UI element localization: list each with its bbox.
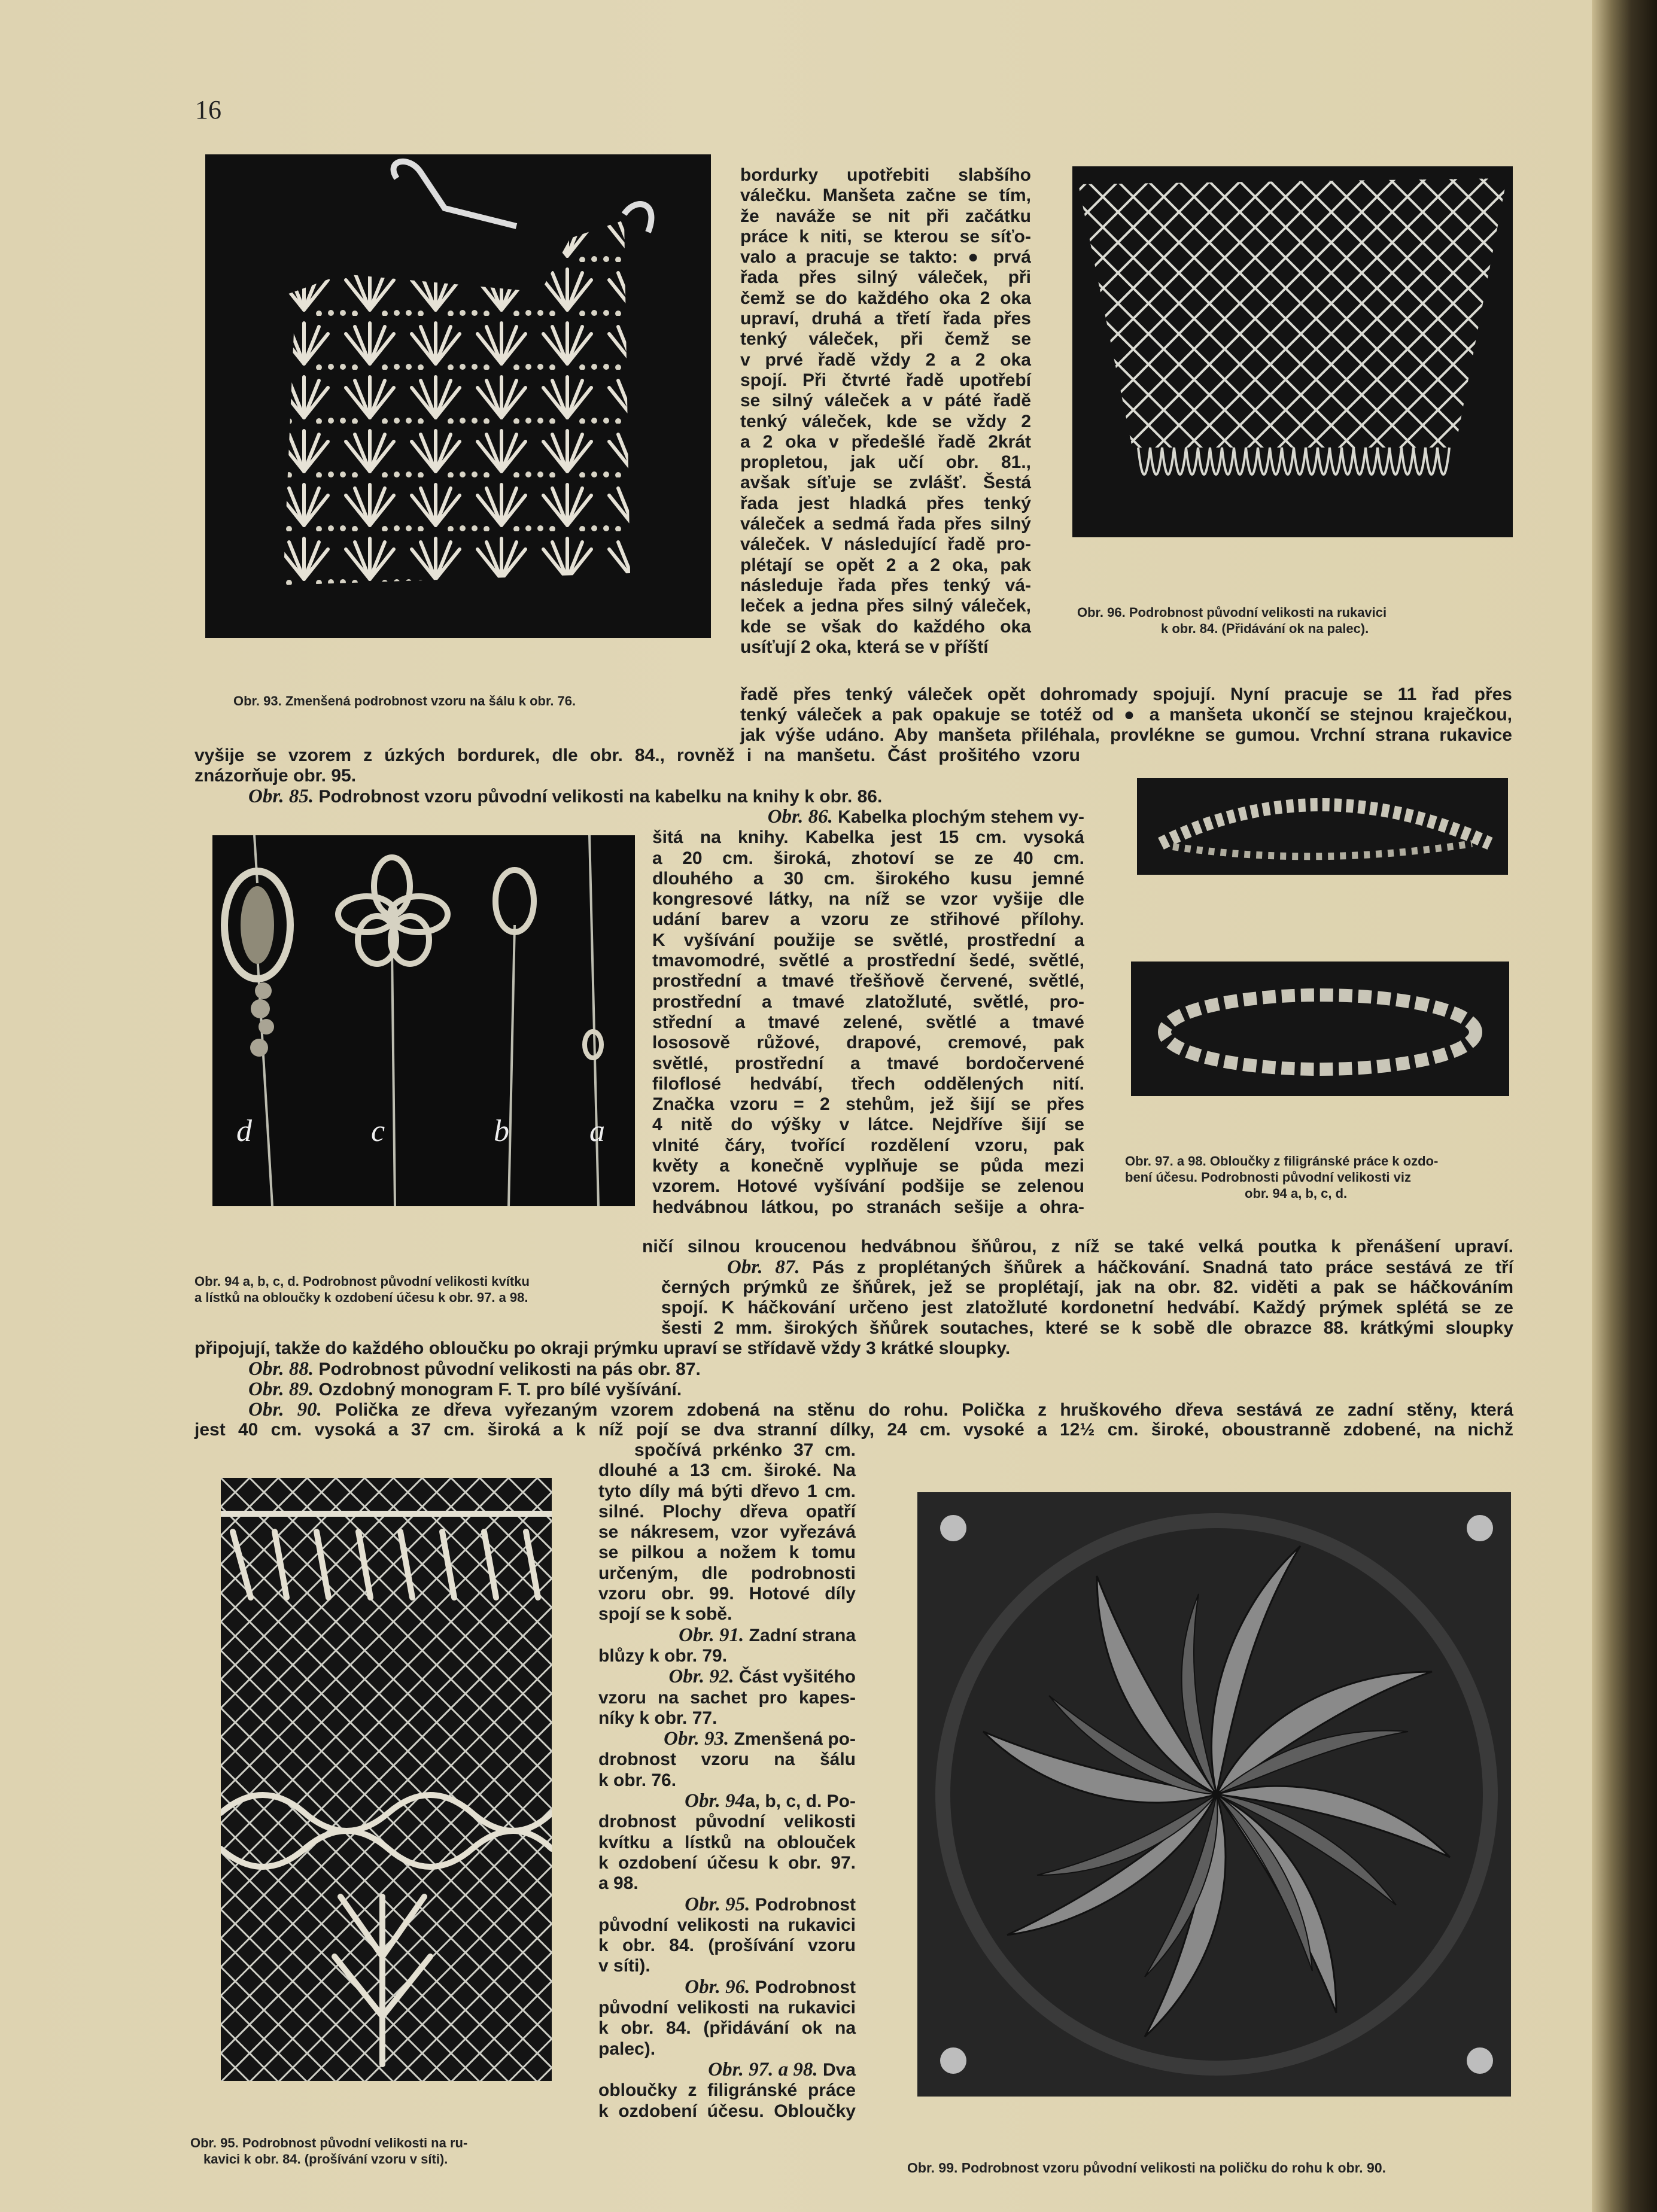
figure-99-caption: Obr. 99. Podrobnost vzoru původní velikosti na poličku do rohu k obr. 90.: [907, 2160, 1387, 2176]
text-line: K vyšívání použije se světlé, prostřední a: [652, 930, 1084, 950]
obr87-label: Obr. 87.: [727, 1256, 800, 1278]
text-line: světlé, prostřední a tmavé bordočervené: [652, 1053, 1084, 1073]
text-line: jest 40 cm. vysoká a 37 cm. široká a k níž pojí se dva stranní dílky, 24 cm. vysoké a 12½ cm. široké, oboustranně zdobené, na nichž: [194, 1420, 1513, 1440]
text-line: valo a pracuje se takto: ● prvá: [740, 247, 1031, 267]
filigree-flowers-image: [212, 835, 635, 1206]
figure-94-label-d: d: [236, 1114, 252, 1148]
text-line: leček a jedna přes silný váleček,: [740, 596, 1031, 616]
ref-92-label: Obr. 92.: [668, 1666, 734, 1688]
text-line: [652, 807, 1084, 827]
obr88-label: Obr. 88.: [248, 1358, 314, 1380]
figure-94-photo: [212, 835, 635, 1206]
text-line: jak výše udáno. Aby manšeta přiléhala, provlékne se gumou. Vrchní strana rukavice: [740, 725, 1512, 745]
obr87-first-line: [727, 1257, 1513, 1278]
text-line: spojí. K háčkování určeno jest zlatožluté kordonetní hedvábí. Každý prýmek splétá se ze: [661, 1298, 1513, 1318]
text-line: obloučky z filigránské práce: [598, 2080, 856, 2101]
text-line: připojují, takže do každého obloučku po okraji prýmku upraví se střídavě vždy 3 krátké sloupky.: [194, 1338, 1011, 1358]
obr90-first: Polička ze dřeva vyřezaným vzorem zdobená na stěnu do rohu. Polička z hruškového dřeva sestává ze zadní stěny, která: [335, 1400, 1514, 1420]
figure-96-caption-line2: k obr. 84. (Přidávání ok na palec).: [1161, 621, 1369, 636]
figure-97-98-caption-line1: Obr. 97. a 98. Obloučky z filigránské práce k ozdo-: [1125, 1154, 1439, 1169]
text-line: se pilkou a nožem k tomu: [598, 1542, 856, 1563]
text-line: vlnité čáry, tvořící rozdělení vzoru, pak: [652, 1135, 1084, 1155]
text-line: střední a tmavé zelené, světlé a tmavé: [652, 1012, 1084, 1032]
ref-97-98-line: Dva: [822, 2059, 856, 2080]
text-line: tenký váleček a pak opakuje se totéž od ● a manšeta ukončí se stejnou kraječkou,: [740, 705, 1512, 725]
ref-93: [598, 1729, 856, 1749]
glove-netting-image: [221, 1478, 552, 2081]
text-line: kongresové látky, na níž se vzor vyšije dle: [652, 889, 1084, 909]
text-line: ničí silnou kroucenou hedvábnou šňůrou, z níž se také velká poutka k přenášení upraví.: [642, 1237, 1513, 1256]
ref-97-98: [598, 2059, 856, 2080]
figure-98-photo: [1131, 962, 1509, 1096]
text-line: že naváže se nit při začátku: [740, 206, 1031, 226]
figure-95-photo: [221, 1478, 552, 2081]
column-text-1: [740, 165, 1031, 658]
figure-96-photo: [1072, 166, 1513, 537]
ref-96-line: Podrobnost: [755, 1977, 856, 1997]
text-line: drobnost vzoru na šálu: [598, 1749, 856, 1770]
ref-92: [598, 1666, 856, 1687]
figure-93-caption: Obr. 93. Zmenšená podrobnost vzoru na šálu k obr. 76.: [233, 693, 576, 708]
ref-91-label: Obr. 91.: [679, 1624, 744, 1646]
text-line: a 98.: [598, 1873, 639, 1894]
text-line: Značka vzoru = 2 stehům, jež šijí se přes: [652, 1094, 1084, 1115]
netting-image: [1072, 166, 1513, 537]
text-line: práce k niti, se kterou se síťo-: [740, 226, 1031, 247]
text-line: znázorňuje obr. 95.: [194, 766, 357, 786]
text-line: palec).: [598, 2038, 656, 2059]
text-line: se silný váleček a v páté řadě: [740, 391, 1031, 411]
text-line: propletou, jak učí obr. 81.,: [740, 452, 1031, 473]
ref-94-label: Obr. 94: [685, 1790, 745, 1812]
text-line: udání barev a vzoru ze střihové přílohy.: [652, 909, 1084, 930]
ref-94: [598, 1791, 856, 1812]
crochet-pattern-image: [205, 154, 711, 638]
text-line: tmavomodré, světlé a prostřední šedé, světlé,: [652, 951, 1084, 971]
obr87-first: Pás z proplétaných šňůrek a háčkování. Snadná tato práce sestává ze tří: [812, 1258, 1513, 1277]
text-line: lososově růžové, drapové, cremové, pak: [652, 1033, 1084, 1053]
ref-96-label: Obr. 96.: [685, 1976, 750, 1998]
obr89-text: Ozdobný monogram F. T. pro bílé vyšívání.: [318, 1380, 682, 1399]
ref-97-98-label: Obr. 97. a 98.: [708, 2058, 818, 2080]
text-line: následuje řada přes tenký vá-: [740, 575, 1031, 595]
ref-96: [598, 1977, 856, 1998]
ref-91-line: Zadní strana: [749, 1625, 856, 1645]
text-line: k ozdobení účesu. Obloučky: [598, 2101, 856, 2121]
figure-94-label-c: c: [371, 1114, 385, 1148]
text-line: níky k obr. 77.: [598, 1708, 717, 1728]
text-line: černých prýmků ze šňůrek, jež se proplétají, jak na obr. 82. viděti a pak se háčkováním: [661, 1277, 1513, 1297]
obr89-paragraph: [248, 1379, 682, 1400]
text-line: tenký váleček, kde se vždy 2: [740, 411, 1031, 431]
hair-ornament-98-image: [1131, 962, 1509, 1096]
figure-97-photo: [1137, 778, 1508, 875]
ref-95-line: Podrobnost: [755, 1894, 856, 1915]
text-line: blůzy k obr. 79.: [598, 1645, 728, 1666]
obr90-first-line: [248, 1399, 1513, 1420]
text-line: váleček a sedmá řada přes silný: [740, 514, 1031, 534]
text-line: řadě přes tenký váleček opět dohromady spojují. Nyní pracuje se 11 řad přes: [740, 684, 1512, 704]
column-text-bottom: [598, 1440, 856, 2122]
text-line: vzorem. Hotové vyšívání podšije se zelenou: [652, 1176, 1084, 1197]
ref-95-label: Obr. 95.: [685, 1893, 750, 1915]
obr86-paragraph: [652, 807, 1084, 1218]
ref-94-line: a, b, c, d. Po-: [744, 1791, 856, 1812]
text-line: určeným, dle podrobnosti: [598, 1563, 856, 1583]
text-line: vyšije se vzorem z úzkých bordurek, dle obr. 84., rovněž i na manšetu. Část prošitého vzoru: [194, 746, 1080, 765]
ref-93-label: Obr. 93.: [664, 1728, 729, 1750]
figure-93-photo: [205, 154, 711, 638]
text-line: spočívá prkénko 37 cm.: [634, 1440, 856, 1460]
text-line: k ozdobení účesu k obr. 97.: [598, 1852, 856, 1873]
obr90-label: Obr. 90.: [248, 1399, 322, 1420]
text-line: se nákresem, vzor vyřezává: [598, 1522, 856, 1542]
figure-94-caption-line2: a lístků na obloučky k ozdobení účesu k obr. 97. a 98.: [194, 1290, 528, 1305]
text-line: drobnost původní velikosti: [598, 1812, 856, 1832]
figure-94-label-a: a: [589, 1114, 605, 1148]
text-line: dlouhého a 30 cm. širokého kusu jemné: [652, 868, 1084, 889]
text-line: hedvábnou látkou, po stranách sešije a ohra-: [652, 1197, 1084, 1217]
text-line: plétají se opět 2 a 2 oka, pak: [740, 555, 1031, 575]
obr86-first: Kabelka plochým stehem vy-: [838, 807, 1084, 827]
text-line: silné. Plochy dřeva opatří: [598, 1501, 856, 1522]
text-line: šitá na knihy. Kabelka jest 15 cm. vysoká: [652, 827, 1084, 848]
figure-99-photo: [917, 1492, 1511, 2097]
figure-97-98-caption-line3: obr. 94 a, b, c, d.: [1245, 1186, 1348, 1201]
figure-96-caption-line1: Obr. 96. Podrobnost původní velikosti na rukavici: [1077, 605, 1387, 620]
text-line: upraví, druhá a třetí řada přes: [740, 309, 1031, 329]
ref-95: [598, 1894, 856, 1915]
hair-ornament-97-image: [1137, 778, 1508, 875]
obr85-paragraph: [248, 786, 1074, 807]
text-line: bordurky upotřebiti slabšího: [740, 165, 1031, 185]
text-line: řada jest hladká přes tenký: [740, 493, 1031, 513]
text-line: čemž se do každého oka 2 oka: [740, 288, 1031, 308]
text-line: prostřední a tmavé třešňově červené, světlé,: [652, 971, 1084, 991]
text-line: tenký váleček, při čemž se: [740, 329, 1031, 349]
text-line: a 20 cm. široká, zhotoví se ze 40 cm.: [652, 848, 1084, 868]
figure-94-label-b: b: [494, 1114, 509, 1148]
text-line: avšak síťuje se zvlášť. Šestá: [740, 473, 1031, 493]
ref-91: [598, 1625, 856, 1646]
obr89-label: Obr. 89.: [248, 1379, 314, 1400]
text-line: spojí se k sobě.: [598, 1604, 732, 1624]
text-line: a 2 oka v předešlé řadě 2krát: [740, 431, 1031, 452]
text-line: prostřední a tmavé zlatožluté, světlé, pro-: [652, 991, 1084, 1012]
text-line: kde se však do každého oka: [740, 616, 1031, 637]
text-line: v prvé řadě vždy 2 a 2 oka: [740, 349, 1031, 370]
page-number: 16: [195, 95, 221, 124]
text-line: k obr. 84. (prošívání vzoru: [598, 1936, 856, 1956]
text-line: usíťují 2 oka, která se v příští: [740, 637, 989, 657]
text-line: původní velikosti na rukavici: [598, 1998, 856, 2018]
ref-93-line: Zmenšená po-: [734, 1729, 856, 1749]
text-line: spojí. Při čtvrté řadě upotřebí: [740, 370, 1031, 390]
figure-95-caption-line2: kavici k obr. 84. (prošívání vzoru v síti).: [203, 2152, 448, 2167]
obr85-text: Podrobnost vzoru původní velikosti na kabelku na knihy k obr. 86.: [318, 787, 883, 807]
text-line: v síti).: [598, 1956, 650, 1976]
text-line: původní velikosti na rukavici: [598, 1915, 856, 1935]
text-line: dlouhé a 13 cm. široké. Na: [598, 1461, 856, 1481]
ref-92-line: Část vyšitého: [738, 1667, 856, 1687]
text-line: kvítku a lístků na oblouček: [598, 1832, 856, 1852]
figure-95-caption-line1: Obr. 95. Podrobnost původní velikosti na ru-: [190, 2135, 468, 2150]
text-line: váleček. V následující řadě pro-: [740, 534, 1031, 555]
text-line: šesti 2 mm. širokých šňůrek soutaches, které se k sobě dle obrazce 88. krátkými sloupky: [661, 1318, 1513, 1338]
text-line: válečku. Manšeta začne se tím,: [740, 185, 1031, 206]
text-line: tyto díly má býti dřevo 1 cm.: [598, 1481, 856, 1501]
obr88-paragraph: [248, 1359, 701, 1380]
figure-97-98-caption-line2: bení účesu. Podrobnosti původní velikosti viz: [1125, 1170, 1411, 1185]
text-line: vzoru obr. 99. Hotové díly: [598, 1584, 856, 1604]
text-line: květy a konečně vyplňuje se půda mezi: [652, 1156, 1084, 1176]
obr88-text: Podrobnost původní velikosti na pás obr. 87.: [318, 1359, 701, 1379]
text-line: vzoru na sachet pro kapes-: [598, 1687, 856, 1708]
obr86-label: Obr. 86.: [767, 806, 833, 827]
text-line: k obr. 84. (přidávání ok na: [598, 2018, 856, 2038]
obr85-label: Obr. 85.: [248, 786, 314, 807]
wood-carving-rosette-image: [917, 1492, 1511, 2097]
book-spine: [1592, 0, 1657, 2212]
text-line: řada přes silný váleček, při: [740, 267, 1031, 288]
figure-94-caption-line1: Obr. 94 a, b, c, d. Podrobnost původní velikosti kvítku: [194, 1274, 530, 1289]
text-line: 4 nitě do výšky v látce. Nejdříve šijí se: [652, 1115, 1084, 1135]
text-line: k obr. 76.: [598, 1770, 677, 1790]
text-line: filoflosé hedvábí, třech oddělených nití.: [652, 1073, 1084, 1094]
